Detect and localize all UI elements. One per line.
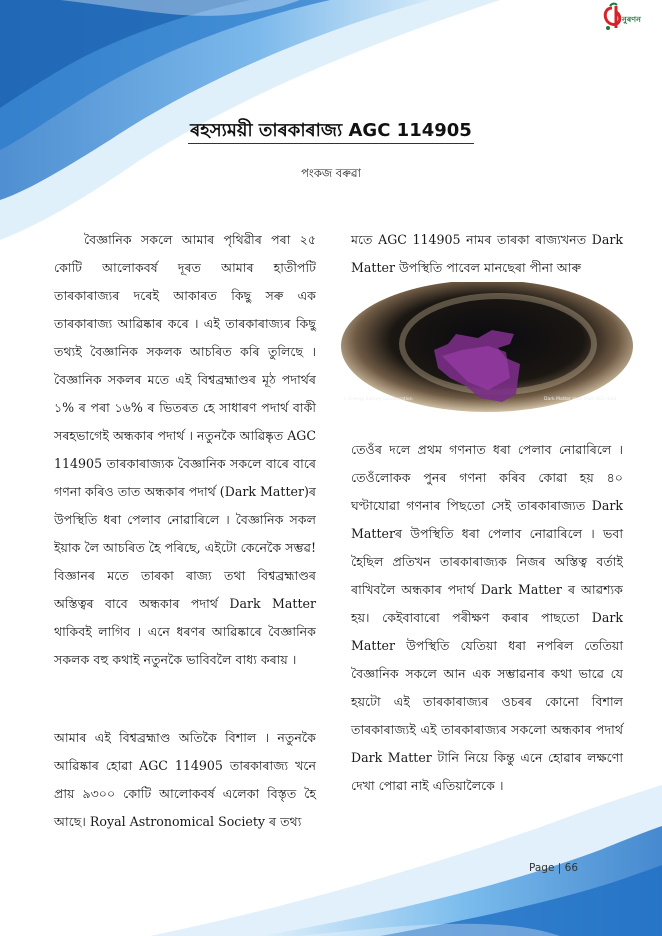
figure-caption-left: n Energy Survey Collaboration	[344, 397, 413, 402]
figure-caption-right: Dark Matter map from DES data	[544, 397, 617, 402]
left-column	[54, 226, 316, 836]
right-paragraph-top: মতে AGC 114905 নামৰ তাৰকা ৰাজ্যখনত Dark Matter উপস্থিতি পাবেল মানছেৰা পীনা আৰু	[351, 232, 623, 275]
right-column-top	[351, 226, 623, 282]
right-paragraph-bottom: তেওঁৰ দলে প্ৰথম গণনাত ধৰা পেলাব নোৱাৰিলে । তেওঁলোকক পুনৰ গণনা কৰিব কোৱা হয় ৪০ ঘণ্টাযোৱা গণনাৰ পিছতো সেই তাৰকাৰাজ্যত Dark Matterৰ উপস্থিতি ধৰা পেলাব নোৱাৰিলে । ভবা হৈছিল প্ৰতিখন তাৰকাৰাজ্যক নিজৰ অস্তিত্ব বৰ্তাই ৰাখিবলৈ অন্ধকাৰ পদাৰ্থ Dark Matter ৰ আৱশ্যক হয়। কেইবাবাৰো পৰীক্ষণ কৰাৰ পাছতো Dark Matter উপস্থিতি যেতিয়া ধৰা নপৰিল তেতিয়া বৈজ্ঞানিক সকলে আন এক সম্ভাৱনাৰ কথা ভাৱে যে হয়টো এই তাৰকাৰাজ্যৰ ওচৰৰ কোনো বিশাল তাৰকাৰাজ্যই এই তাৰকাৰাজ্যৰ সকলো অন্ধকাৰ পদাৰ্থ Dark Matter টানি নিয়ে কিন্তু এনে হোৱাৰ লক্ষণো দেখা পোৱা নাই এতিয়ালৈকে ।	[351, 442, 623, 793]
logo-text: নুৰণন	[622, 15, 641, 24]
right-column-bottom	[351, 436, 623, 800]
article-title	[0, 116, 662, 147]
left-paragraph-2: আমাৰ এই বিশ্বব্ৰহ্মাণ্ড অতিকৈ বিশাল । নতুনকৈ আৱিষ্কাৰ হোৱা AGC 114905 তাৰকাৰাজ্য খনে প্ৰায় ৯৩০০ কোটি আলোকবৰ্ষ এলেকা বিস্তৃত হৈ আছে। Royal Astronomical Society ৰ তথ্য	[54, 730, 316, 829]
article-title-text: ৰহস্যময়ী তাৰকাৰাজ্য AGC 114905	[188, 120, 474, 144]
left-paragraph-1: বৈজ্ঞানিক সকলে আমাৰ পৃথিৱীৰ পৰা ২৫ কোটি আলোকবৰ্ষ দূৰত আমাৰ হাতীপটি তাৰকাৰাজ্যৰ দৰেই আকাৰত কিছু সৰু এক তাৰকাৰাজ্য আৱিষ্কাৰ কৰে । এই তাৰকাৰাজ্যৰ কিছু তথ্যই বৈজ্ঞানিক সকলক আচৰিত কৰি তুলিছে । বৈজ্ঞানিক সকলৰ মতে এই বিশ্বব্ৰহ্মাণ্ডৰ মূঠ পদাৰ্থৰ ১% ৰ পৰা ১৬% ৰ ভিতৰত হে সাধাৰণ পদাৰ্থ বাকী সৰহভাগেই অন্ধকাৰ পদাৰ্থ । নতুনকৈ আৱিষ্কৃত AGC 114905 তাৰকাৰাজ্যক বৈজ্ঞানিক সকলে বাৰে বাৰে গণনা কৰিও তাত অন্ধকাৰ পদাৰ্থ (Dark Matter)ৰ উপস্থিতি ধৰা পেলাব নোৱাৰিলে । বৈজ্ঞানিক সকল ইয়াক লৈ আচৰিত হৈ পৰিছে, এইটো কেনেকৈ সম্ভৱ! বিজ্ঞানৰ মতে তাৰকা ৰাজ্য তথা বিশ্বব্ৰহ্মাণ্ডৰ অস্তিত্বৰ বাবে অন্ধকাৰ পদাৰ্থ Dark Matter থাকিবই লাগিব । এনে ধৰণৰ আৱিষ্কাৰে বৈজ্ঞানিক সকলক বহু কথাই নতুনকৈ ভাবিবলৈ বাধ্য কৰায় ।	[54, 232, 316, 667]
article-author: পংকজ বৰুৱা	[301, 166, 361, 180]
page-number: Page | 66	[529, 862, 578, 874]
publication-logo	[602, 2, 654, 34]
dark-matter-map-image	[338, 282, 636, 424]
